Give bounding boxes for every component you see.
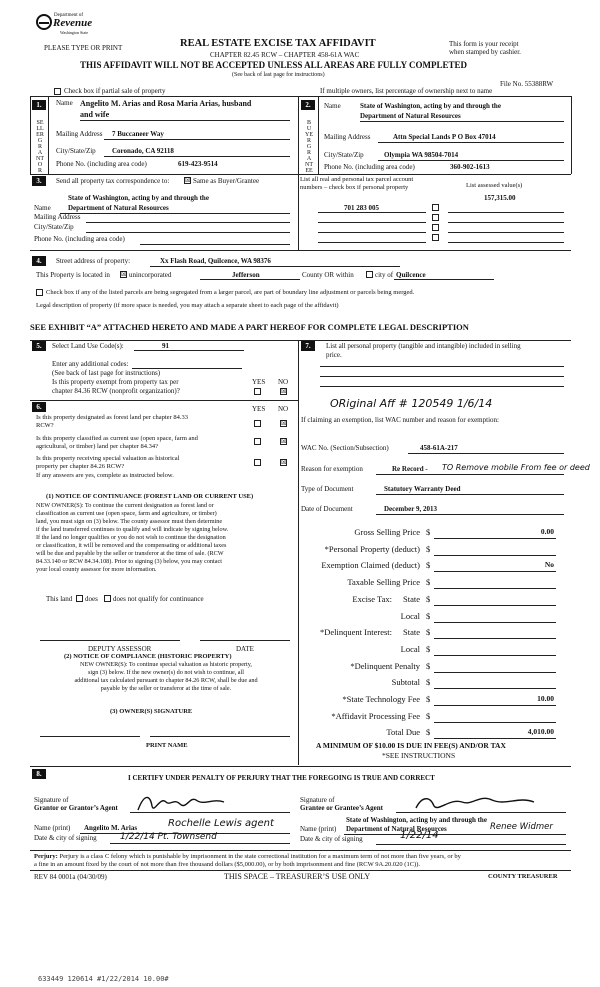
tax-row-sub: State bbox=[403, 593, 420, 604]
tax-row-dollar: $ bbox=[426, 627, 431, 638]
section-7-badge: 7. bbox=[301, 341, 315, 351]
sec3-phone-label: Phone No. (including area code) bbox=[34, 235, 125, 243]
notice1-line: will be due and payable by the seller or transferor at the time of sale. (RCW bbox=[36, 550, 224, 557]
buyer-side-label: BUYER GRANTEE bbox=[305, 120, 313, 174]
grantor-handwritten-name: Rochelle Lewis agent bbox=[168, 818, 274, 829]
segregated-label: Check box if any of the listed parcels are being segregated from a larger parcel, are part of boundary line adjustment or parcels being merged. bbox=[46, 289, 415, 296]
sec5-no: NO bbox=[278, 378, 289, 386]
parcel-checkbox-4[interactable] bbox=[432, 234, 439, 241]
exemption-claim-label: If claiming an exemption, list WAC number and reason for exemption: bbox=[301, 416, 499, 424]
notice1-line: or classification, it will be removed and the compensating or additional taxes bbox=[36, 542, 227, 549]
exempt-q1: Is this property exempt from property tax per bbox=[52, 378, 179, 386]
exhibit-line: SEE EXHIBIT “A” ATTACHED HERETO AND MADE A PART HEREOF FOR COMPLETE LEGAL DESCRIPTION bbox=[30, 322, 469, 332]
see-back: (See back of last page for instructions) bbox=[232, 72, 325, 78]
tax-row-label: *Delinquent Penalty bbox=[350, 660, 420, 671]
form-chapter: CHAPTER 82.45 RCW – CHAPTER 458-61A WAC bbox=[210, 51, 360, 59]
revenue-logo-icon bbox=[36, 14, 52, 30]
logo-word: Revenue bbox=[53, 17, 93, 29]
does-not-checkbox[interactable] bbox=[104, 595, 111, 602]
tax-row-value: No bbox=[544, 560, 554, 570]
owner-signature-label: (3) OWNER(S) SIGNATURE bbox=[110, 708, 193, 715]
multiple-owners-note: If multiple owners, list percentage of ownership next to name bbox=[320, 87, 493, 95]
partial-sale-label: Check box if partial sale of property bbox=[64, 87, 166, 95]
section-6-badge: 6. bbox=[32, 402, 46, 412]
notice1-title: (1) NOTICE OF CONTINUANCE (FOREST LAND OR CURRENT USE) bbox=[46, 493, 254, 500]
sec6-q3-no[interactable]: ☒ bbox=[281, 460, 287, 466]
parcel-checkbox-3[interactable] bbox=[432, 224, 439, 231]
file-number: File No. 55388RW bbox=[500, 80, 554, 88]
tax-row-sub: Local bbox=[400, 610, 420, 621]
logo-line1: Department of bbox=[54, 13, 84, 18]
grantor-date-handwritten: 1/22/14 Pt. Townsend bbox=[120, 832, 217, 842]
receipt-note1: This form is your receipt bbox=[449, 40, 519, 48]
sec6-q1-l1: Is this property designated as forest land per chapter 84.33 bbox=[36, 414, 188, 421]
section-2-badge: 2. bbox=[301, 100, 315, 110]
notice2-line: NEW OWNER(S): To continue special valuation as historic property, bbox=[80, 661, 252, 668]
sec3-mailing-label: Mailing Address bbox=[34, 213, 81, 221]
sec6-q2-no[interactable]: ☒ bbox=[281, 439, 287, 445]
logo-line3: Washington State bbox=[60, 30, 89, 35]
form-warning: THIS AFFIDAVIT WILL NOT BE ACCEPTED UNLESS ALL AREAS ARE FULLY COMPLETED bbox=[80, 60, 468, 70]
buyer-city: Olympia WA 98504-7014 bbox=[384, 151, 459, 159]
section-5-badge: 5. bbox=[32, 341, 46, 351]
buyer-name-line2: Department of Natural Resources bbox=[360, 112, 461, 120]
seller-name-line1: Angelito M. Arias and Rosa Maria Arias, husband bbox=[80, 99, 252, 108]
reason-label: Reason for exemption bbox=[301, 465, 363, 473]
same-as-label: Same as Buyer/Grantee bbox=[193, 177, 260, 185]
tax-row-label: *Personal Property (deduct) bbox=[324, 543, 420, 554]
tax-row bbox=[300, 527, 568, 541]
date-city-grantee-label: Date & city of signing bbox=[300, 835, 363, 843]
tax-row-sub: Local bbox=[400, 643, 420, 654]
buyer-phone: 360-902-1613 bbox=[450, 163, 490, 171]
treasurer-space: THIS SPACE – TREASURER’S USE ONLY bbox=[224, 872, 371, 881]
county-or-label: County OR within bbox=[302, 271, 354, 279]
buyer-phone-label: Phone No. (including area code) bbox=[324, 163, 415, 171]
tax-row-dollar: $ bbox=[426, 694, 431, 704]
notice1-line: If the land no longer qualifies or you do not wish to continue the designation bbox=[36, 534, 226, 541]
notice1-line: if the land transferred continues to qualify and will indicate by signing below. bbox=[36, 526, 229, 533]
grantee-print-name2: Department of Natural Resources bbox=[346, 825, 447, 833]
tax-row-label: Total Due bbox=[386, 727, 420, 738]
tax-row-label: *Delinquent Interest: bbox=[320, 627, 392, 638]
tax-row bbox=[300, 577, 568, 591]
buyer-mailing-label: Mailing Address bbox=[324, 133, 371, 141]
parcel-header2: numbers – check box if personal property bbox=[300, 184, 409, 191]
tax-row-dollar: $ bbox=[426, 660, 431, 671]
tax-row-value: 10.00 bbox=[537, 694, 554, 703]
tax-row-dollar: $ bbox=[426, 543, 431, 554]
sec3-name-label: Name bbox=[34, 204, 51, 212]
sec5-see-back: (See back of last page for instructions) bbox=[52, 369, 161, 377]
tax-row bbox=[300, 694, 568, 708]
city-checkbox[interactable] bbox=[366, 271, 373, 278]
tax-row-label: Subtotal bbox=[391, 677, 420, 688]
grantee-signature-icon bbox=[410, 792, 540, 814]
sec6-q3-yes[interactable] bbox=[254, 459, 261, 466]
notice1-line: your local county assessor for more information. bbox=[36, 566, 157, 573]
section-1-badge: 1. bbox=[32, 100, 46, 110]
tax-row-label: Excise Tax: bbox=[352, 593, 392, 604]
city-of-label: city of bbox=[375, 271, 394, 279]
same-as-checkbox[interactable]: ☒ bbox=[185, 178, 191, 184]
tax-row-label: *Affidavit Processing Fee bbox=[331, 710, 420, 721]
seller-phone: 619-423-9514 bbox=[178, 160, 218, 168]
located-prefix: This Property is located in bbox=[36, 271, 110, 279]
sec3-city-label: City/State/Zip bbox=[34, 223, 74, 231]
sec3-name-line1: State of Washington, acting by and through the bbox=[68, 194, 209, 202]
tax-row-label: *State Technology Fee bbox=[342, 694, 420, 704]
doc-type-label: Type of Document bbox=[301, 485, 354, 493]
parcel-checkbox-2[interactable] bbox=[432, 214, 439, 221]
grantee-date-handwritten: 1/22/14 bbox=[400, 830, 439, 841]
notice2-line: additional tax calculated pursuant to chapter 84.26 RCW, shall be due and bbox=[74, 677, 258, 684]
deputy-assessor-label: DEPUTY ASSESSOR bbox=[88, 645, 152, 653]
exempt-no-checkbox[interactable]: ☒ bbox=[281, 389, 287, 395]
tax-row-label: Exemption Claimed (deduct) bbox=[321, 560, 420, 571]
notice1-line: land, you must sign on (3) below. The county assessor must then determine bbox=[36, 518, 223, 525]
date-city-grantor-label: Date & city of signing bbox=[34, 834, 97, 842]
enter-codes-label: Enter any additional codes: bbox=[52, 360, 129, 368]
tax-row-dollar: $ bbox=[426, 593, 431, 604]
tax-row-dollar: $ bbox=[426, 560, 431, 571]
street-label: Street address of property: bbox=[56, 257, 131, 265]
handwritten-original-aff: ORiginal Aff # 120549 1/6/14 bbox=[330, 397, 493, 410]
sig-grantor-l2: Grantor or Grantor’s Agent bbox=[34, 804, 118, 812]
deputy-date-label: DATE bbox=[236, 645, 254, 653]
grantor-print-name: Angelito M. Arias bbox=[84, 824, 138, 832]
wac-value: 458-61A-217 bbox=[420, 444, 458, 452]
exempt-q2: chapter 84.36 RCW (nonprofit organization)? bbox=[52, 387, 180, 395]
sec6-q3-l2: property per chapter 84.26 RCW? bbox=[36, 463, 125, 470]
grantor-signature-icon bbox=[134, 792, 244, 814]
seller-city: Coronado, CA 92118 bbox=[112, 147, 174, 155]
perjury-label: Perjury: bbox=[34, 853, 58, 860]
tax-table bbox=[300, 527, 568, 738]
buyer-mailing: Attn Special Lands P O Box 47014 bbox=[393, 133, 496, 141]
sig-grantee-l2: Grantee or Grantee’s Agent bbox=[300, 804, 384, 812]
grantee-print-name1: State of Washington, acting by and through the bbox=[346, 816, 487, 824]
seller-name-line2: and wife bbox=[80, 110, 110, 119]
name-print-grantor-label: Name (print) bbox=[34, 824, 71, 832]
sec6-q2-l1: Is this property classified as current use (open space, farm and bbox=[36, 435, 198, 442]
please-type: PLEASE TYPE OR PRINT bbox=[44, 44, 123, 52]
tax-row-dollar: $ bbox=[426, 727, 431, 738]
revenue-logo bbox=[36, 10, 96, 36]
tax-row bbox=[300, 711, 568, 725]
buyer-name-line1: State of Washington, acting by and through the bbox=[360, 102, 501, 110]
doc-type-value: Statutory Warranty Deed bbox=[384, 485, 461, 493]
sec6-q3-l1: Is this property receiving special valuation as historical bbox=[36, 455, 180, 462]
tax-row bbox=[300, 560, 568, 574]
seller-mailing: 7 Buccaneer Way bbox=[112, 130, 164, 138]
buyer-name-label: Name bbox=[324, 102, 341, 110]
tax-row bbox=[300, 661, 568, 675]
county-value: Jefferson bbox=[232, 271, 260, 279]
notice2-title: (2) NOTICE OF COMPLIANCE (HISTORIC PROPERTY) bbox=[64, 653, 232, 660]
seller-city-label: City/State/Zip bbox=[56, 147, 96, 155]
does-label: does bbox=[85, 595, 98, 603]
parcel-checkbox-1[interactable] bbox=[432, 204, 439, 211]
seller-phone-label: Phone No. (including area code) bbox=[56, 160, 147, 168]
tax-row bbox=[300, 544, 568, 558]
name-print-grantee-label: Name (print) bbox=[300, 825, 337, 833]
sec6-q1-yes[interactable] bbox=[254, 420, 261, 427]
does-not-label: does not qualify for continuance bbox=[113, 595, 204, 603]
legal-desc-label: Legal description of property (if more space is needed, you may attach a separate sheet to each page of the affidavit) bbox=[36, 302, 339, 309]
land-use-code: 91 bbox=[162, 342, 169, 350]
buyer-city-label: City/State/Zip bbox=[324, 151, 364, 159]
land-use-label: Select Land Use Code(s): bbox=[52, 342, 124, 350]
city-value: Quilcence bbox=[396, 271, 426, 279]
receipt-note2: when stamped by cashier. bbox=[449, 48, 521, 56]
tax-row-sub: State bbox=[403, 627, 420, 638]
partial-sale-checkbox[interactable] bbox=[54, 88, 61, 95]
sec6-q1-no[interactable]: ☒ bbox=[281, 421, 287, 427]
tax-row-dollar: $ bbox=[426, 610, 431, 621]
sec6-q2-yes[interactable] bbox=[254, 438, 261, 445]
parcel-header1: List all real and personal tax parcel account bbox=[300, 176, 414, 183]
notice2-body bbox=[36, 661, 296, 693]
certify-line: I CERTIFY UNDER PENALTY OF PERJURY THAT THE FOREGOING IS TRUE AND CORRECT bbox=[128, 774, 435, 782]
sec6-no: NO bbox=[278, 405, 289, 413]
wac-label: WAC No. (Section/Subsection) bbox=[301, 444, 389, 452]
see-instructions: *SEE INSTRUCTIONS bbox=[382, 751, 456, 760]
segregated-checkbox[interactable] bbox=[36, 289, 43, 296]
tax-row-dollar: $ bbox=[426, 677, 431, 688]
notice1-line: classification as current use (open space, farm and agriculture, or timber) bbox=[36, 510, 217, 517]
tax-row-dollar: $ bbox=[426, 710, 431, 721]
does-checkbox[interactable] bbox=[76, 595, 83, 602]
section-3-badge: 3. bbox=[32, 176, 46, 186]
sec6-yes: YES bbox=[252, 405, 266, 413]
perjury-text-2: a fine in an amount fixed by the court of not more than five thousand dollars ($5,000.00), or by both imprisonment and fine (RCW 9A.20.020 (1C)). bbox=[34, 861, 421, 868]
county-treasurer: COUNTY TREASURER bbox=[488, 873, 558, 880]
personal-prop-2: price. bbox=[326, 351, 342, 359]
recording-stamp: 633449 120614 #1/22/2014 10.00# bbox=[38, 975, 169, 983]
tax-row-value: 0.00 bbox=[540, 527, 554, 536]
doc-date-value: December 9, 2013 bbox=[384, 505, 437, 513]
unincorporated-label: unincorporated bbox=[129, 271, 172, 279]
this-land-label: This land bbox=[46, 595, 73, 603]
tax-row bbox=[300, 594, 568, 608]
tax-row bbox=[300, 727, 568, 741]
notice1-line: NEW OWNER(S): To continue the current designation as forest land or bbox=[36, 502, 214, 509]
section-4-badge: 4. bbox=[32, 256, 46, 266]
form-title: REAL ESTATE EXCISE TAX AFFIDAVIT bbox=[180, 38, 376, 49]
grantee-handwritten-name: Renee Widmer bbox=[490, 822, 553, 832]
tax-row-value: 4,010.00 bbox=[527, 727, 554, 737]
seller-side-label: SELLER GRANTOR bbox=[36, 120, 44, 174]
seller-name-label: Name bbox=[56, 99, 73, 107]
sig-grantor-l1: Signature of bbox=[34, 796, 69, 804]
notice2-line: sign (3) below. If the new owner(s) do not wish to continue, all bbox=[88, 669, 244, 676]
print-name-label: PRINT NAME bbox=[146, 742, 188, 749]
assessed-value: 157,315.00 bbox=[484, 194, 516, 202]
tax-row-label: Taxable Selling Price bbox=[347, 577, 420, 588]
sec5-yes: YES bbox=[252, 378, 266, 386]
tax-row-label: Gross Selling Price bbox=[354, 527, 420, 537]
perjury-body-1: Perjury is a class C felony which is punishable by imprisonment in the state correctional institution for a maximum term of not more than five years, or by bbox=[59, 853, 461, 860]
tax-row-dollar: $ bbox=[426, 577, 431, 588]
reason-value: Re Record - bbox=[392, 465, 428, 473]
sig-grantee-l1: Signature of bbox=[300, 796, 335, 804]
seller-mailing-label: Mailing Address bbox=[56, 130, 103, 138]
sec6-q1-l2: RCW? bbox=[36, 422, 54, 429]
assessed-header: List assessed value(s) bbox=[466, 182, 523, 189]
perjury-text-1 bbox=[34, 853, 461, 860]
rev-code: REV 84 0001a (04/30/09) bbox=[34, 873, 107, 881]
tax-row bbox=[300, 644, 568, 658]
street-address: Xx Flash Road, Quilcence, WA 98376 bbox=[160, 257, 271, 265]
tax-row bbox=[300, 611, 568, 625]
section-8-badge: 8. bbox=[32, 769, 46, 779]
send-all-label: Send all property tax correspondence to: bbox=[56, 177, 170, 185]
sec6-q2-l2: agricultural, or timber) land per chapter 84.34? bbox=[36, 443, 159, 450]
minimum-fee-note: A MINIMUM OF $10.00 IS DUE IN FEE(S) AND/OR TAX bbox=[316, 741, 506, 750]
notice1-body bbox=[36, 502, 296, 574]
tax-row-dollar: $ bbox=[426, 527, 431, 537]
parcel-number: 701 283 005 bbox=[344, 204, 379, 212]
sec3-name-line2: Department of Natural Resources bbox=[68, 204, 169, 212]
tax-row-dollar: $ bbox=[426, 643, 431, 654]
exempt-yes-checkbox[interactable] bbox=[254, 388, 261, 395]
doc-date-label: Date of Document bbox=[301, 505, 353, 513]
notice1-line: 84.33.140 or RCW 84.34.108). Prior to signing (3) below, you may contact bbox=[36, 558, 222, 565]
unincorporated-checkbox[interactable]: ☒ bbox=[121, 272, 127, 278]
sec6-if-yes: If any answers are yes, complete as instructed below. bbox=[36, 472, 174, 479]
notice2-line: payable by the seller or transferor at the time of sale. bbox=[100, 685, 232, 692]
personal-prop-1: List all personal property (tangible and intangible) included in selling bbox=[326, 342, 521, 350]
reason-handwritten: TO Remove mobile From fee or deed bbox=[442, 463, 590, 472]
tax-row bbox=[300, 677, 568, 691]
tax-row bbox=[300, 627, 568, 641]
